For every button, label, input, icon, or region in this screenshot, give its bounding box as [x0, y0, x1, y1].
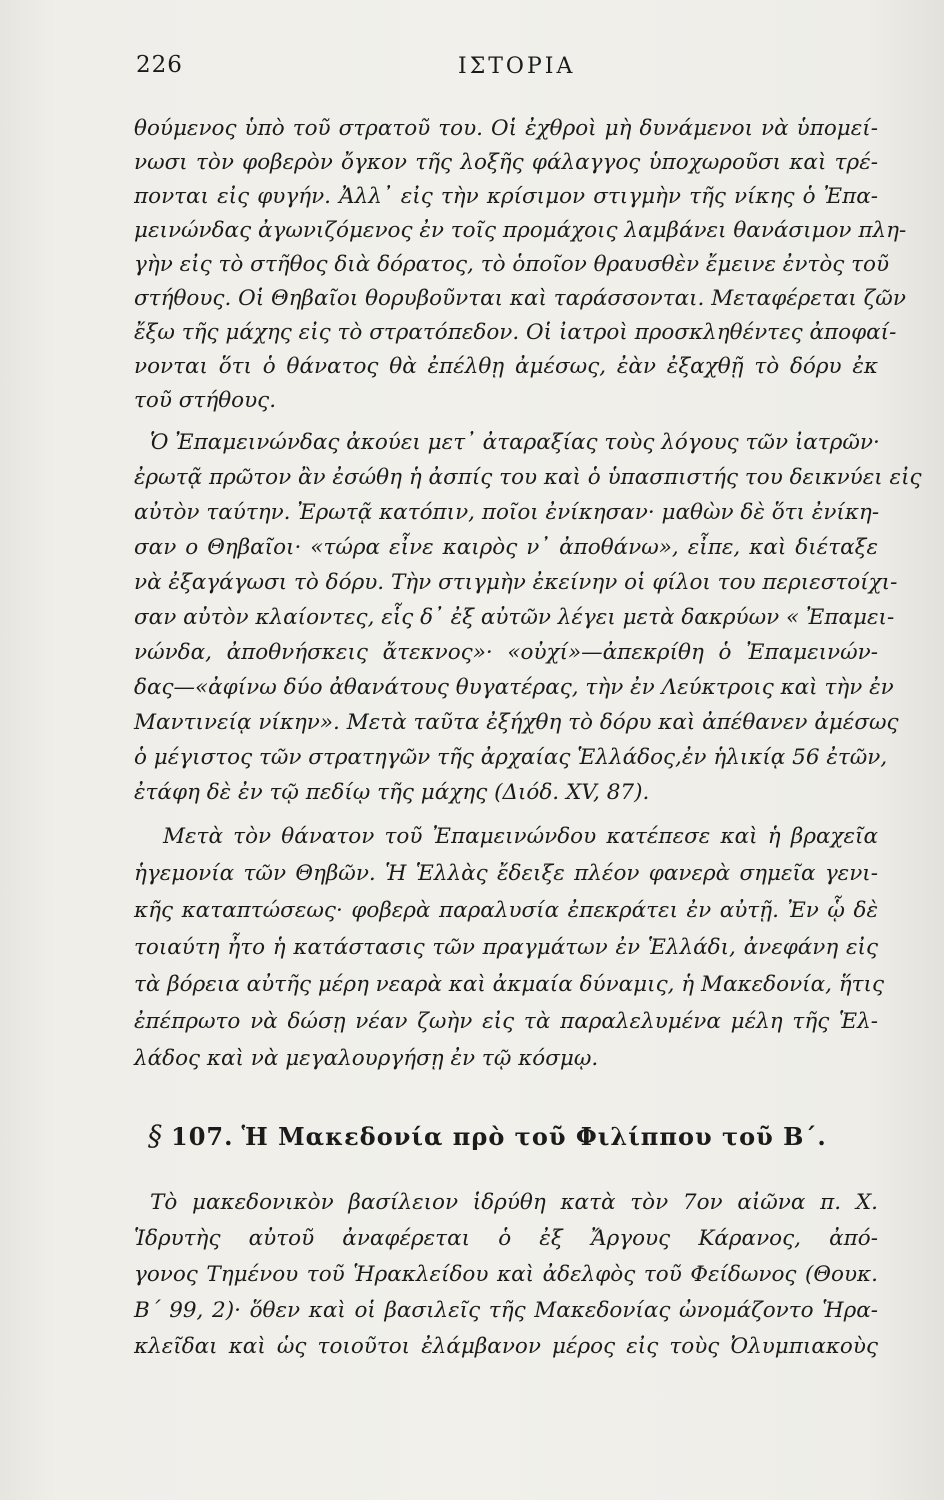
text-line: τοῦ στήθους. [134, 388, 277, 413]
text-line: ἐρωτᾷ πρῶτον ἂν ἐσώθη ἡ ἀσπίς του καὶ ὁ ὑπασπιστής του δεικνύει εἰς [134, 465, 922, 490]
text-line: κῆς καταπτώσεως· φοβερὰ παραλυσία ἐπεκράτει ἐν αὐτῇ. Ἐν ᾧ δὲ [134, 898, 878, 923]
section-heading [148, 1114, 878, 1158]
text-line: Μετὰ τὸν θάνατον τοῦ Ἐπαμεινώνδου κατέπεσε καὶ ἡ βραχεῖα [163, 824, 878, 849]
section-number: 107. [171, 1122, 234, 1151]
text-line: κλεῖδαι καὶ ὡς τοιοῦτοι ἐλάμβανον μέρος εἰς τοὺς Ὀλυμπιακοὺς [134, 1334, 878, 1359]
text-line: γονος Τημένου τοῦ Ἡρακλείδου καὶ ἀδελφὸς τοῦ Φείδωνος (Θουκ. [134, 1262, 878, 1287]
text-line: τὰ βόρεια αὐτῆς μέρη νεαρὰ καὶ ἀκμαία δύναμις, ἡ Μακεδονία, ἥτις [134, 972, 885, 997]
text-line: τοιαύτη ἦτο ἡ κατάστασις τῶν πραγμάτων ἐν Ἑλλάδι, ἀνεφάνη εἰς [134, 935, 878, 960]
text-line: σαν ο Θηβαῖοι· «τώρα εἶνε καιρὸς ν᾽ ἀποθάνω», εἶπε, καὶ διέταξε [134, 535, 878, 560]
text-line: νώνδα, ἀποθνήσκεις ἄτεκνος»· «οὐχί»—ἀπεκρίθη ὁ Ἐπαμεινών- [134, 640, 878, 665]
text-line: αὐτὸν ταύτην. Ἐρωτᾷ κατόπιν, ποῖοι ἐνίκησαν· μαθὼν δὲ ὅτι ἐνίκη- [134, 500, 880, 525]
page-header [136, 44, 876, 88]
text-line: γὴν εἰς τὸ στῆθος διὰ δόρατος, τὸ ὁποῖον θραυσθὲν ἔμεινε ἐντὸς τοῦ [134, 252, 890, 277]
page-number: 226 [136, 52, 183, 78]
running-title: ΙΣΤΟΡΙΑ [458, 54, 576, 79]
section-title: Ἡ Μακεδονία πρὸ τοῦ Φιλίππου τοῦ Β΄. [241, 1122, 827, 1151]
text-line: ἐπέπρωτο νὰ δώσῃ νέαν ζωὴν εἰς τὰ παραλελυμένα μέλη τῆς Ἑλ- [134, 1009, 878, 1034]
text-line: ὁ μέγιστος τῶν στρατηγῶν τῆς ἀρχαίας Ἑλλάδος,ἐν ἡλικίᾳ 56 ἐτῶν, [134, 745, 888, 770]
text-line: ἐτάφη δὲ ἐν τῷ πεδίῳ τῆς μάχης (Διόδ. XV, 87). [134, 780, 650, 805]
text-line: Ὁ Ἐπαμεινώνδας ἀκούει μετ᾽ ἀταραξίας τοὺς λόγους τῶν ἰατρῶν· [150, 430, 880, 455]
text-line: Μαντινείᾳ νίκην». Μετὰ ταῦτα ἐξήχθη τὸ δόρυ καὶ ἀπέθανεν ἀμέσως [134, 710, 899, 735]
text-line: Τὸ μακεδονικὸν βασίλειον ἱδρύθη κατὰ τὸν 7ον αἰῶνα π. Χ. [150, 1190, 878, 1215]
section-symbol: § [148, 1119, 163, 1152]
text-line: Β΄ 99, 2)· ὅθεν καὶ οἱ βασιλεῖς τῆς Μακεδονίας ὠνομάζοντο Ἡρα- [134, 1298, 878, 1323]
text-line: στήθους. Οἱ Θηβαῖοι θορυβοῦνται καὶ ταράσσονται. Μεταφέρεται ζῶν [134, 286, 906, 311]
text-line: σαν αὐτὸν κλαίοντες, εἷς δ᾽ ἐξ αὐτῶν λέγει μετὰ δακρύων « Ἐπαμει- [134, 605, 895, 630]
text-line: μεινώνδας ἀγωνιζόμενος ἐν τοῖς προμάχοις λαμβάνει θανάσιμον πλη- [134, 218, 907, 243]
text-line: Ἱδρυτὴς αὐτοῦ ἀναφέρεται ὁ ἐξ Ἄργους Κάρανος, ἀπό- [134, 1226, 878, 1251]
text-line: νωσι τὸν φοβερὸν ὄγκον τῆς λοξῆς φάλαγγος ὑποχωροῦσι καὶ τρέ- [134, 150, 878, 175]
text-line: δας—«ἀφίνω δύο ἀθανάτους θυγατέρας, τὴν ἐν Λεύκτροις καὶ τὴν ἐν [134, 675, 894, 700]
text-line: ἔξω τῆς μάχης εἰς τὸ στρατόπεδον. Οἱ ἰατροὶ προσκληθέντες ἀποφαί- [134, 320, 897, 345]
text-line: ἡγεμονία τῶν Θηβῶν. Ἡ Ἑλλὰς ἔδειξε πλέον φανερὰ σημεῖα γενι- [134, 861, 878, 886]
text-line: λάδος καὶ νὰ μεγαλουργήσῃ ἐν τῷ κόσμῳ. [134, 1046, 599, 1071]
text-line: θούμενος ὑπὸ τοῦ στρατοῦ του. Οἱ ἐχθροὶ μὴ δυνάμενοι νὰ ὑπομεί- [134, 116, 878, 141]
text-line: πονται εἰς φυγήν. Ἀλλ᾽ εἰς τὴν κρίσιμον στιγμὴν τῆς νίκης ὁ Ἐπα- [134, 184, 878, 209]
text-line: νονται ὅτι ὁ θάνατος θὰ ἐπέλθῃ ἀμέσως, ἐὰν ἐξαχθῇ τὸ δόρυ ἐκ [134, 354, 878, 379]
text-line: νὰ ἐξαγάγωσι τὸ δόρυ. Τὴν στιγμὴν ἐκείνην οἱ φίλοι του περιεστοίχι- [134, 570, 898, 595]
